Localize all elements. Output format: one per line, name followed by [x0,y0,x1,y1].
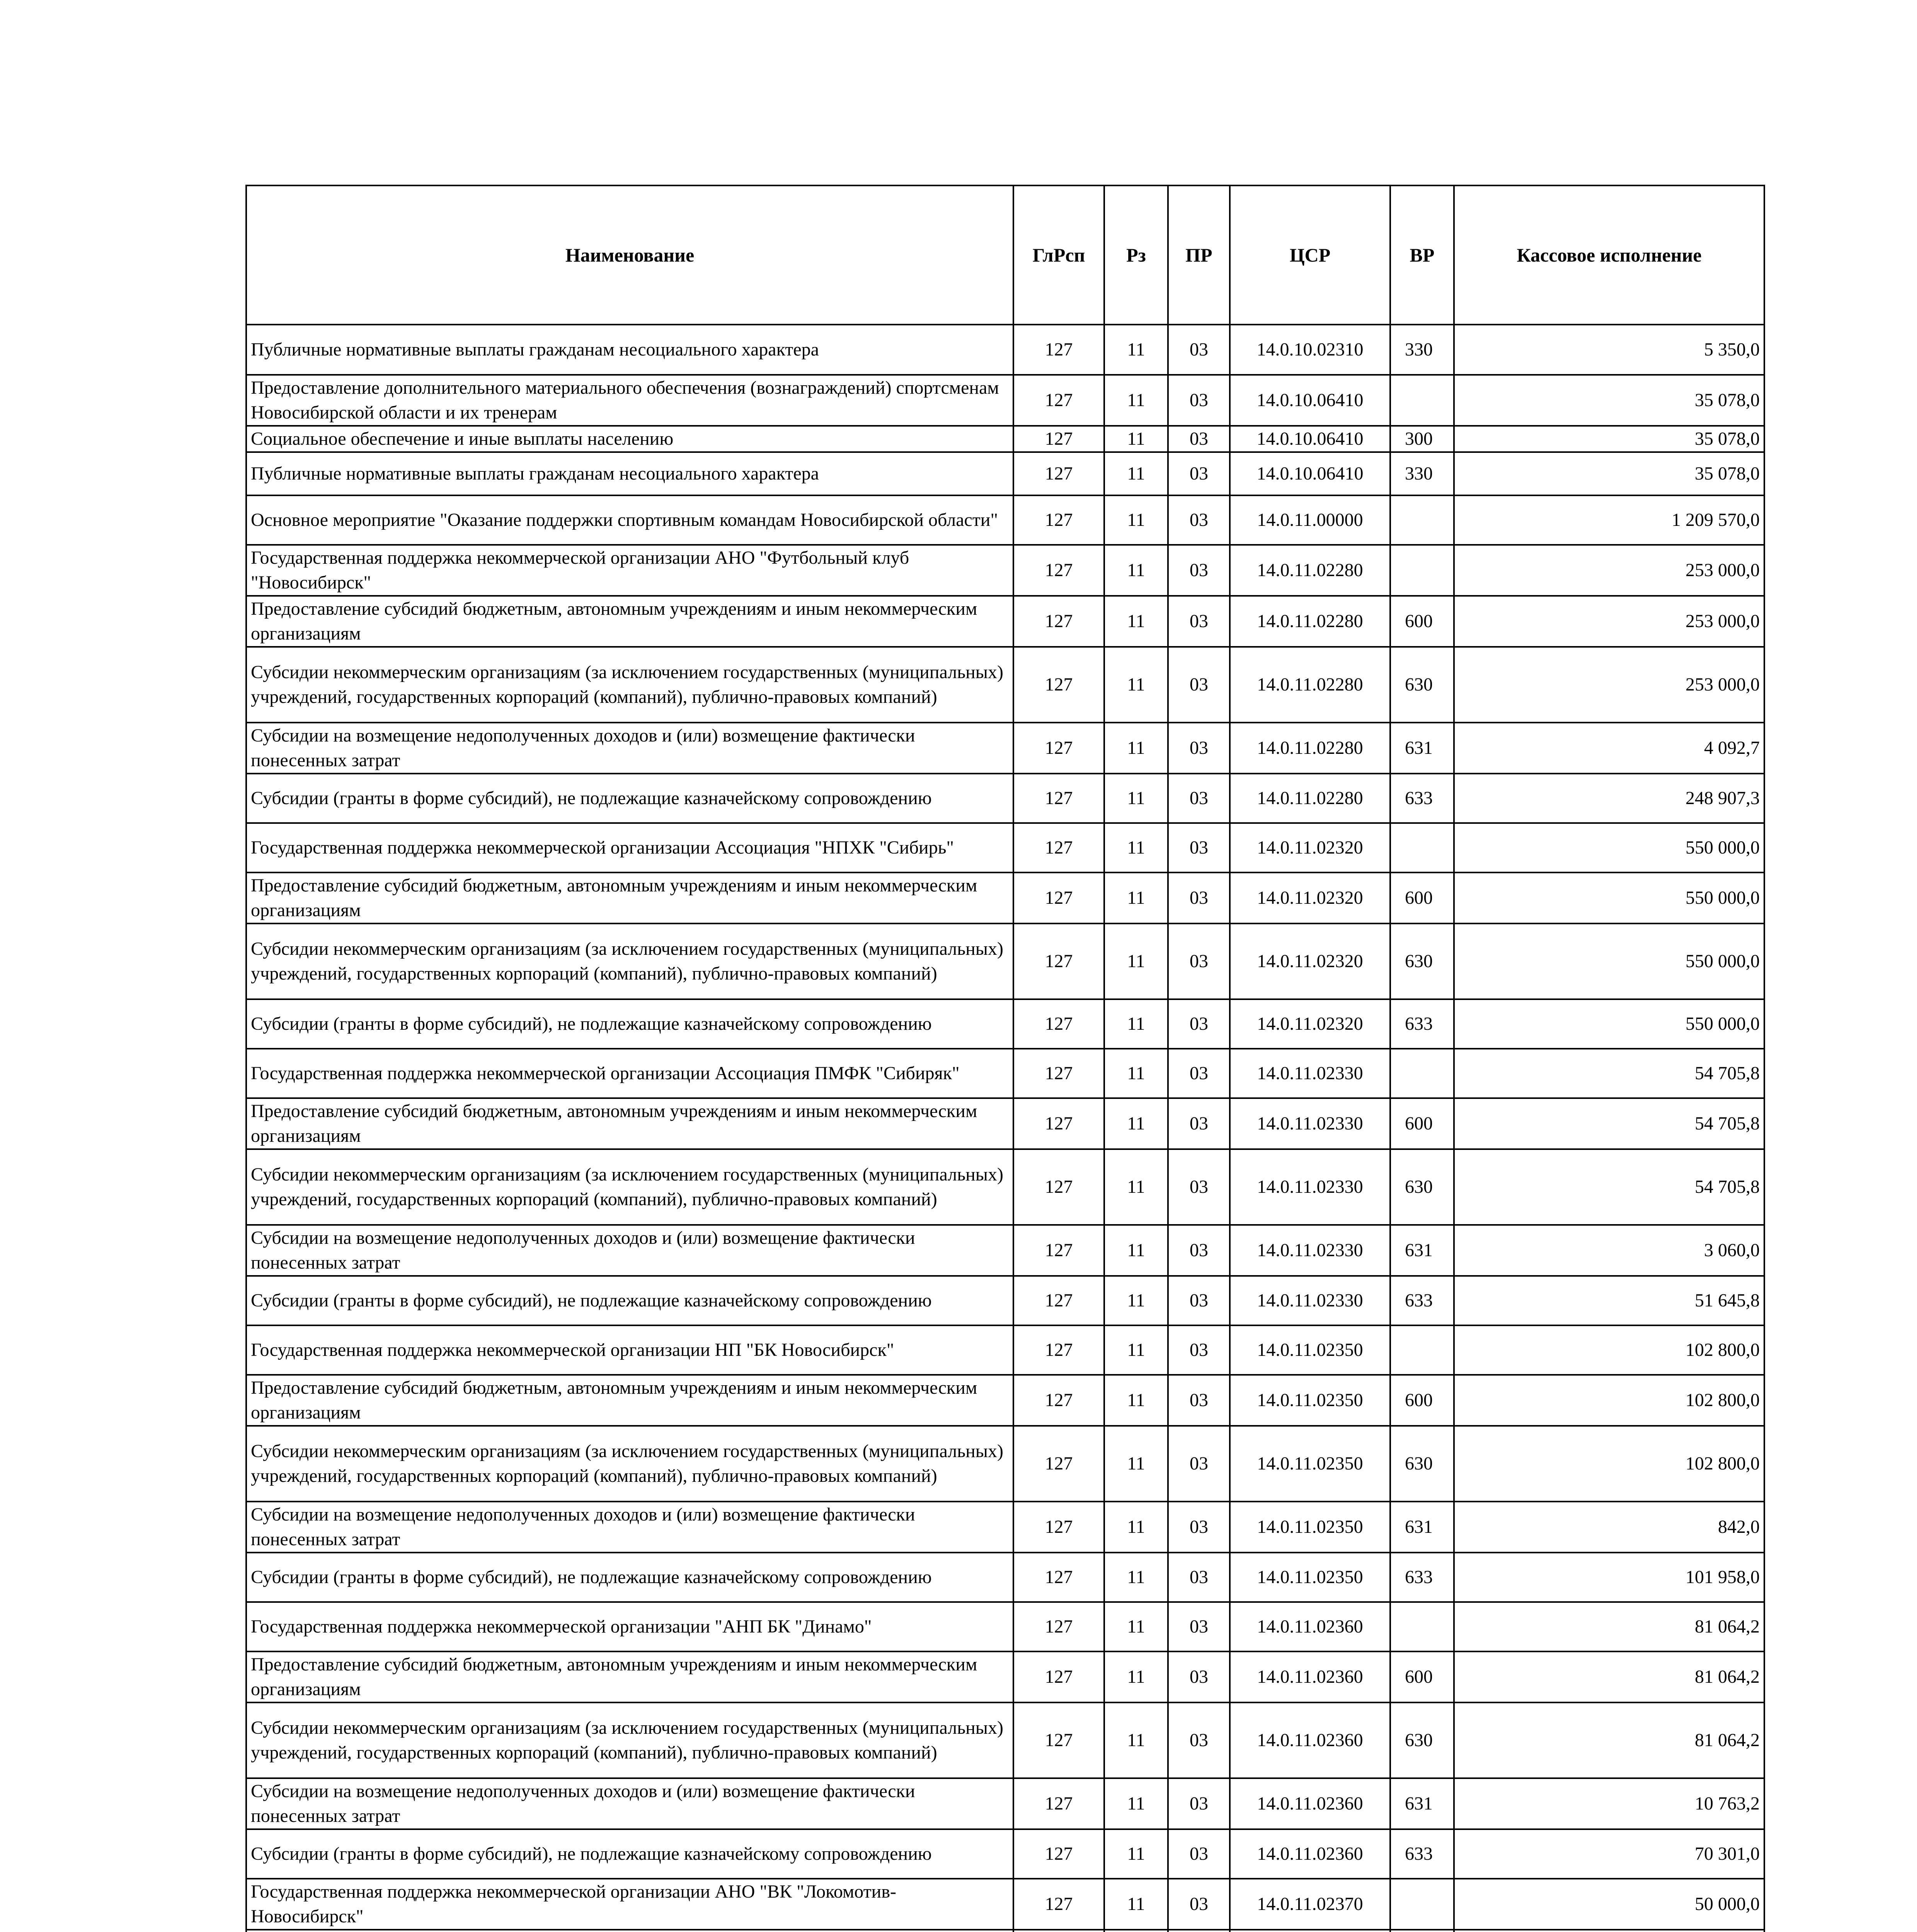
cell-rz: 11 [1104,872,1168,923]
table-row [246,325,1764,375]
table-row [246,1049,1764,1098]
table-row [246,1426,1764,1502]
cell-rz: 11 [1104,375,1168,426]
cell-vr: 600 [1390,1651,1454,1702]
table-row [246,452,1764,495]
cell-vr: 630 [1390,647,1454,723]
header-name: Наименование [246,185,1013,325]
cell-rz: 11 [1104,1778,1168,1829]
header-pr: ПР [1168,185,1230,325]
cell-pr [1168,1930,1230,1932]
cell-vr: 630 [1390,1426,1454,1502]
table-row [246,495,1764,545]
cell-pr: 03 [1168,647,1230,723]
cell-csr: 14.0.11.02330 [1230,1049,1390,1098]
table-row [246,823,1764,872]
cell-csr: 14.0.11.02280 [1230,596,1390,647]
cell-name: Субсидии на возмещение недополученных доходов и (или) возмещение фактически понесенных затрат [246,723,1013,774]
cell-vr [1390,1879,1454,1930]
cell-vr [1390,545,1454,596]
table-row [246,1778,1764,1829]
cell-amount: 35 078,0 [1454,426,1764,452]
table-row [246,1602,1764,1651]
table-row [246,596,1764,647]
table-body [246,325,1764,1932]
table-row [246,1149,1764,1225]
table-row [246,1098,1764,1149]
cell-name: Предоставление субсидий бюджетным, автономным учреждениям и иным некоммерческим организациям [246,1098,1013,1149]
cell-name: Субсидии некоммерческим организациям (за исключением государственных (муниципальных) учреждений, государственных корпораций (компаний), публично-правовых компаний) [246,647,1013,723]
cell-pr: 03 [1168,375,1230,426]
cell-pr: 03 [1168,1829,1230,1879]
cell-glrsp [1013,1930,1104,1932]
table-row [246,1651,1764,1702]
cell-glrsp: 127 [1013,1602,1104,1651]
cell-csr: 14.0.11.02320 [1230,999,1390,1049]
cell-pr: 03 [1168,1702,1230,1778]
cell-rz: 11 [1104,596,1168,647]
cell-rz: 11 [1104,1602,1168,1651]
cell-rz: 11 [1104,495,1168,545]
cell-vr [1390,823,1454,872]
cell-name [246,1930,1013,1932]
cell-amount: 101 958,0 [1454,1553,1764,1602]
cell-csr: 14.0.11.02330 [1230,1149,1390,1225]
cell-rz: 11 [1104,1426,1168,1502]
cell-amount: 3 060,0 [1454,1225,1764,1276]
table-row [246,1829,1764,1879]
table-row [246,1276,1764,1325]
cell-rz: 11 [1104,723,1168,774]
cell-csr: 14.0.11.02320 [1230,872,1390,923]
table-row [246,723,1764,774]
cell-vr: 300 [1390,426,1454,452]
cell-glrsp: 127 [1013,596,1104,647]
table-row [246,1702,1764,1778]
cell-glrsp: 127 [1013,545,1104,596]
table-header-row [246,185,1764,325]
cell-name: Предоставление дополнительного материального обеспечения (вознаграждений) спортсменам Новосибирской области и их тренерам [246,375,1013,426]
table-row [246,872,1764,923]
cell-csr: 14.0.11.02360 [1230,1602,1390,1651]
cell-name: Публичные нормативные выплаты гражданам несоциального характера [246,452,1013,495]
cell-pr: 03 [1168,1149,1230,1225]
cell-rz: 11 [1104,647,1168,723]
cell-pr: 03 [1168,1879,1230,1930]
cell-vr: 330 [1390,325,1454,375]
cell-csr: 14.0.10.02310 [1230,325,1390,375]
cell-glrsp: 127 [1013,1502,1104,1553]
cell-amount: 70 301,0 [1454,1829,1764,1879]
header-csr: ЦСР [1230,185,1390,325]
cell-glrsp: 127 [1013,1276,1104,1325]
cell-vr: 630 [1390,1702,1454,1778]
cell-pr: 03 [1168,1553,1230,1602]
cell-glrsp: 127 [1013,723,1104,774]
table-row [246,1553,1764,1602]
cell-vr: 631 [1390,1778,1454,1829]
cell-vr: 633 [1390,999,1454,1049]
header-amount: Кассовое исполнение [1454,185,1764,325]
table-row [246,999,1764,1049]
cell-amount: 253 000,0 [1454,545,1764,596]
cell-name: Субсидии на возмещение недополученных доходов и (или) возмещение фактически понесенных затрат [246,1502,1013,1553]
cell-vr: 600 [1390,1098,1454,1149]
cell-amount: 253 000,0 [1454,647,1764,723]
cell-name: Субсидии некоммерческим организациям (за исключением государственных (муниципальных) учреждений, государственных корпораций (компаний), публично-правовых компаний) [246,923,1013,999]
header-rz: Рз [1104,185,1168,325]
cell-name: Предоставление субсидий бюджетным, автономным учреждениям и иным некоммерческим организациям [246,596,1013,647]
cell-rz: 11 [1104,452,1168,495]
cell-glrsp: 127 [1013,1651,1104,1702]
cell-name: Государственная поддержка некоммерческой организации НП "БК Новосибирск" [246,1325,1013,1375]
cell-csr: 14.0.11.02370 [1230,1879,1390,1930]
cell-vr [1390,375,1454,426]
table-row [246,1879,1764,1930]
cell-glrsp: 127 [1013,1049,1104,1098]
cell-name: Субсидии (гранты в форме субсидий), не подлежащие казначейскому сопровождению [246,774,1013,823]
cell-glrsp: 127 [1013,1149,1104,1225]
cell-vr: 631 [1390,1502,1454,1553]
cell-amount: 842,0 [1454,1502,1764,1553]
cell-rz: 11 [1104,1829,1168,1879]
cell-csr: 14.0.11.02330 [1230,1098,1390,1149]
cell-csr: 14.0.11.02320 [1230,823,1390,872]
table-row [246,647,1764,723]
cell-csr: 14.0.11.02350 [1230,1426,1390,1502]
cell-rz: 11 [1104,1049,1168,1098]
table-row [246,774,1764,823]
table-row [246,1225,1764,1276]
cell-amount: 10 763,2 [1454,1778,1764,1829]
cell-pr: 03 [1168,999,1230,1049]
cell-rz: 11 [1104,1225,1168,1276]
cell-vr: 631 [1390,1225,1454,1276]
table-row [246,1375,1764,1426]
cell-rz: 11 [1104,1098,1168,1149]
cell-name: Государственная поддержка некоммерческой организации АНО "ВК "Локомотив-Новосибирск" [246,1879,1013,1930]
cell-rz: 11 [1104,1879,1168,1930]
cell-amount: 81 064,2 [1454,1702,1764,1778]
cell-amount: 550 000,0 [1454,923,1764,999]
cell-csr: 14.0.11.02280 [1230,723,1390,774]
cell-name: Субсидии на возмещение недополученных доходов и (или) возмещение фактически понесенных затрат [246,1778,1013,1829]
cell-amount: 54 705,8 [1454,1098,1764,1149]
cell-csr: 14.0.11.02360 [1230,1702,1390,1778]
cell-glrsp: 127 [1013,495,1104,545]
cell-glrsp: 127 [1013,823,1104,872]
cell-pr: 03 [1168,1098,1230,1149]
cell-glrsp: 127 [1013,774,1104,823]
cell-csr: 14.0.11.02350 [1230,1325,1390,1375]
cell-amount: 54 705,8 [1454,1049,1764,1098]
cell-vr [1390,495,1454,545]
cell-pr: 03 [1168,1375,1230,1426]
cell-rz: 11 [1104,823,1168,872]
cell-glrsp: 127 [1013,1225,1104,1276]
cell-name: Субсидии (гранты в форме субсидий), не подлежащие казначейскому сопровождению [246,1553,1013,1602]
cell-pr: 03 [1168,1651,1230,1702]
cell-rz: 11 [1104,1375,1168,1426]
cell-vr: 631 [1390,723,1454,774]
cell-name: Предоставление субсидий бюджетным, автономным учреждениям и иным некоммерческим организациям [246,872,1013,923]
cell-amount: 5 350,0 [1454,325,1764,375]
cell-amount: 550 000,0 [1454,872,1764,923]
cell-name: Основное мероприятие "Оказание поддержки спортивным командам Новосибирской области" [246,495,1013,545]
cell-glrsp: 127 [1013,1829,1104,1879]
cell-vr: 633 [1390,1276,1454,1325]
cell-name: Социальное обеспечение и иные выплаты населению [246,426,1013,452]
cell-vr: 330 [1390,452,1454,495]
cell-rz: 11 [1104,923,1168,999]
cell-pr: 03 [1168,1778,1230,1829]
cell-amount: 248 907,3 [1454,774,1764,823]
table-row [246,545,1764,596]
cell-pr: 03 [1168,1602,1230,1651]
table-row [246,375,1764,426]
cell-csr: 14.0.11.02350 [1230,1553,1390,1602]
budget-execution-table [245,185,1765,1932]
cell-pr: 03 [1168,1502,1230,1553]
cell-pr: 03 [1168,723,1230,774]
cell-pr: 03 [1168,545,1230,596]
cell-name: Государственная поддержка некоммерческой организации Ассоциация "НПХК "Сибирь" [246,823,1013,872]
cell-pr: 03 [1168,923,1230,999]
cell-glrsp: 127 [1013,1325,1104,1375]
cell-rz: 11 [1104,426,1168,452]
cell-csr: 14.0.11.02280 [1230,647,1390,723]
cell-rz: 11 [1104,1276,1168,1325]
cell-amount: 51 645,8 [1454,1276,1764,1325]
cell-glrsp: 127 [1013,1098,1104,1149]
cell-rz: 11 [1104,774,1168,823]
cell-glrsp: 127 [1013,999,1104,1049]
cell-vr: 633 [1390,774,1454,823]
cell-rz: 11 [1104,1325,1168,1375]
cell-glrsp: 127 [1013,325,1104,375]
cell-vr [1390,1930,1454,1932]
header-vr: ВР [1390,185,1454,325]
cell-csr: 14.0.11.00000 [1230,495,1390,545]
cell-rz: 11 [1104,325,1168,375]
cell-csr: 14.0.11.02280 [1230,774,1390,823]
cell-amount: 81 064,2 [1454,1602,1764,1651]
cell-amount: 102 800,0 [1454,1325,1764,1375]
cell-glrsp: 127 [1013,1778,1104,1829]
cell-rz: 11 [1104,999,1168,1049]
cell-name: Субсидии (гранты в форме субсидий), не подлежащие казначейскому сопровождению [246,999,1013,1049]
cell-csr: 14.0.10.06410 [1230,426,1390,452]
cell-amount: 54 705,8 [1454,1149,1764,1225]
cell-vr: 630 [1390,1149,1454,1225]
cell-name: Субсидии некоммерческим организациям (за исключением государственных (муниципальных) учреждений, государственных корпораций (компаний), публично-правовых компаний) [246,1702,1013,1778]
cell-glrsp: 127 [1013,1702,1104,1778]
cell-csr: 14.0.11.02360 [1230,1651,1390,1702]
cell-amount: 1 209 570,0 [1454,495,1764,545]
cell-rz: 11 [1104,1553,1168,1602]
cell-rz: 11 [1104,1502,1168,1553]
cell-name: Субсидии некоммерческим организациям (за исключением государственных (муниципальных) учреждений, государственных корпораций (компаний), публично-правовых компаний) [246,1149,1013,1225]
cell-pr: 03 [1168,426,1230,452]
cell-glrsp: 127 [1013,1553,1104,1602]
header-glrsp: ГлРсп [1013,185,1104,325]
cell-csr: 14.0.11.02350 [1230,1375,1390,1426]
table-row [246,426,1764,452]
cell-csr: 14.0.11.02330 [1230,1276,1390,1325]
table-row [246,1502,1764,1553]
cell-pr: 03 [1168,1276,1230,1325]
cell-csr: 14.0.11.02320 [1230,923,1390,999]
cell-glrsp: 127 [1013,1375,1104,1426]
cell-name: Субсидии (гранты в форме субсидий), не подлежащие казначейскому сопровождению [246,1829,1013,1879]
cell-name: Государственная поддержка некоммерческой организации Ассоциация ПМФК "Сибиряк" [246,1049,1013,1098]
cell-pr: 03 [1168,1426,1230,1502]
cell-glrsp: 127 [1013,426,1104,452]
cell-name: Субсидии на возмещение недополученных доходов и (или) возмещение фактически понесенных затрат [246,1225,1013,1276]
cell-name: Предоставление субсидий бюджетным, автономным учреждениям и иным некоммерческим организациям [246,1375,1013,1426]
cell-glrsp: 127 [1013,872,1104,923]
cell-pr: 03 [1168,596,1230,647]
cell-name: Государственная поддержка некоммерческой организации АНО "Футбольный клуб "Новосибирск" [246,545,1013,596]
cell-rz: 11 [1104,1149,1168,1225]
cell-pr: 03 [1168,774,1230,823]
cell-glrsp: 127 [1013,375,1104,426]
cell-amount: 50 000,0 [1454,1879,1764,1930]
cell-vr: 630 [1390,923,1454,999]
cell-glrsp: 127 [1013,923,1104,999]
cell-pr: 03 [1168,325,1230,375]
cell-glrsp: 127 [1013,452,1104,495]
cell-amount: 102 800,0 [1454,1426,1764,1502]
cell-csr: 14.0.11.02360 [1230,1829,1390,1879]
cell-vr: 600 [1390,872,1454,923]
cell-name: Предоставление субсидий бюджетным, автономным учреждениям и иным некоммерческим организациям [246,1651,1013,1702]
cell-glrsp: 127 [1013,1879,1104,1930]
cell-name: Публичные нормативные выплаты гражданам несоциального характера [246,325,1013,375]
cell-csr: 14.0.10.06410 [1230,452,1390,495]
cell-csr: 14.0.11.02350 [1230,1502,1390,1553]
cell-vr: 600 [1390,1375,1454,1426]
cell-pr: 03 [1168,1225,1230,1276]
cell-rz: 11 [1104,545,1168,596]
table-row [246,1930,1764,1932]
cell-vr [1390,1049,1454,1098]
cell-name: Субсидии некоммерческим организациям (за исключением государственных (муниципальных) учреждений, государственных корпораций (компаний), публично-правовых компаний) [246,1426,1013,1502]
cell-csr: 14.0.11.02280 [1230,545,1390,596]
cell-amount: 81 064,2 [1454,1651,1764,1702]
cell-amount: 550 000,0 [1454,823,1764,872]
cell-vr [1390,1325,1454,1375]
cell-amount: 35 078,0 [1454,375,1764,426]
cell-vr: 600 [1390,596,1454,647]
cell-amount: 253 000,0 [1454,596,1764,647]
cell-pr: 03 [1168,1325,1230,1375]
cell-vr: 633 [1390,1553,1454,1602]
cell-amount: 550 000,0 [1454,999,1764,1049]
cell-amount: 4 092,7 [1454,723,1764,774]
cell-pr: 03 [1168,1049,1230,1098]
cell-pr: 03 [1168,823,1230,872]
cell-name: Государственная поддержка некоммерческой организации "АНП БК "Динамо" [246,1602,1013,1651]
cell-name: Субсидии (гранты в форме субсидий), не подлежащие казначейскому сопровождению [246,1276,1013,1325]
cell-amount: 35 078,0 [1454,452,1764,495]
cell-vr: 633 [1390,1829,1454,1879]
cell-pr: 03 [1168,495,1230,545]
cell-rz: 11 [1104,1651,1168,1702]
cell-pr: 03 [1168,872,1230,923]
table-row [246,1325,1764,1375]
table-row [246,923,1764,999]
cell-glrsp: 127 [1013,1426,1104,1502]
cell-csr: 14.0.10.06410 [1230,375,1390,426]
cell-csr [1230,1930,1390,1932]
cell-vr [1390,1602,1454,1651]
cell-rz: 11 [1104,1702,1168,1778]
cell-rz [1104,1930,1168,1932]
cell-amount: 102 800,0 [1454,1375,1764,1426]
cell-glrsp: 127 [1013,647,1104,723]
cell-amount [1454,1930,1764,1932]
cell-csr: 14.0.11.02360 [1230,1778,1390,1829]
cell-pr: 03 [1168,452,1230,495]
cell-csr: 14.0.11.02330 [1230,1225,1390,1276]
